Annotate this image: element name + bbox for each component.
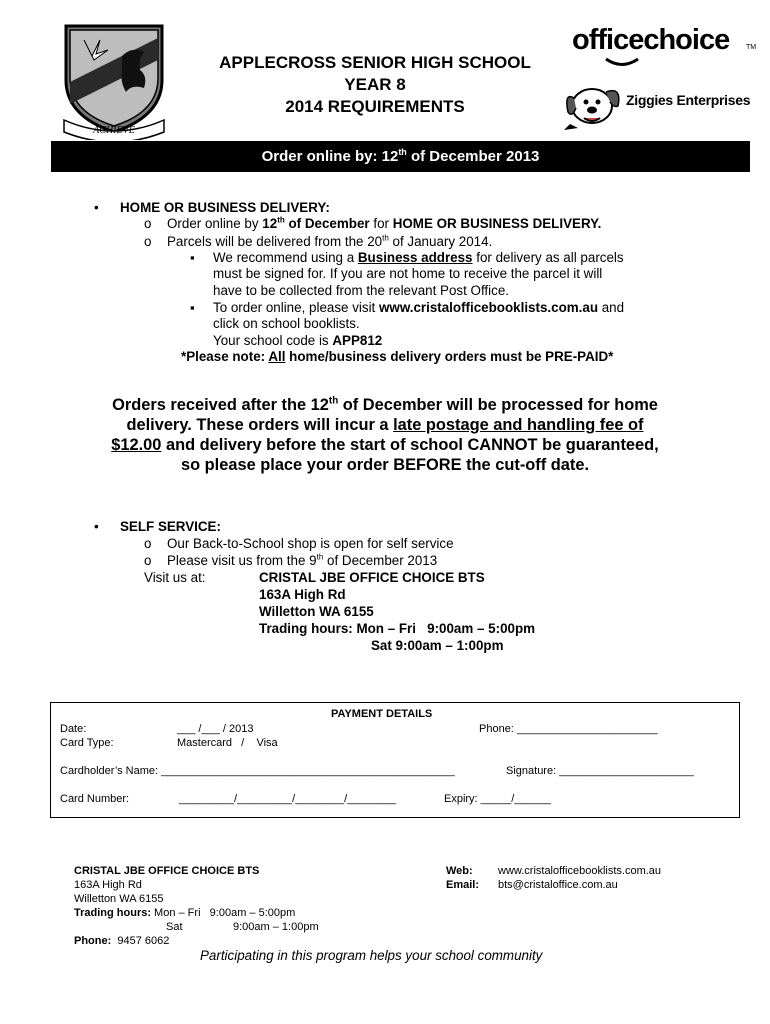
square-bullet-icon: ▪ xyxy=(190,300,195,315)
self-service-item-2: Please visit us from the 9th of December 2013 xyxy=(167,552,438,568)
officechoice-logo: officechoice xyxy=(572,24,730,56)
home-delivery-item-1: Order online by 12th of December for HOME OR BUSINESS DELIVERY. xyxy=(167,215,602,231)
school-name: APPLECROSS SENIOR HIGH SCHOOL xyxy=(219,53,531,72)
store-hours-weekday: Trading hours: Mon – Fri 9:00am – 5:00pm xyxy=(259,621,536,636)
footer-hours-sat-day: Sat xyxy=(166,921,183,933)
recommendation-line-3: have to be collected from the relevant Post Office. xyxy=(213,283,509,298)
footer-email-label: Email: xyxy=(446,879,480,891)
business-address-recommendation: We recommend using a Business address for delivery as all parcels xyxy=(213,250,624,265)
payment-details-title: PAYMENT DETAILS xyxy=(331,708,433,720)
late-order-warning-line-3: $12.00 and delivery before the start of school CANNOT be guaranteed, xyxy=(111,436,659,454)
crest-motto: ACHIEVE xyxy=(93,125,135,136)
circle-bullet-icon: o xyxy=(144,234,152,249)
card-number-label: Card Number: xyxy=(60,793,130,805)
footer-address-1: 163A High Rd xyxy=(74,879,142,891)
date-field[interactable]: ___ /___ / 2013 xyxy=(177,723,254,735)
self-service-heading: SELF SERVICE: xyxy=(120,519,221,534)
store-address-1: 163A High Rd xyxy=(259,587,346,602)
footer-hours-sat-time: 9:00am – 1:00pm xyxy=(233,921,319,933)
visit-label: Visit us at: xyxy=(144,570,206,585)
order-online-instruction: To order online, please visit www.cristalofficebooklists.com.au and xyxy=(213,300,625,315)
late-order-warning-line-4: so please place your order BEFORE the cut-off date. xyxy=(180,456,590,474)
footer-address-2: Willetton WA 6155 xyxy=(74,893,164,905)
phone-field[interactable]: Phone: _______________________ xyxy=(479,723,658,735)
card-type-label: Card Type: xyxy=(60,737,114,749)
home-delivery-heading: HOME OR BUSINESS DELIVERY: xyxy=(120,200,330,215)
circle-bullet-icon: o xyxy=(144,216,152,231)
card-number-field[interactable]: _________/_________/________/________ xyxy=(179,793,397,805)
bullet-icon: • xyxy=(94,200,99,215)
order-deadline-banner: Order online by: 12th of December 2013 xyxy=(51,141,750,172)
footer-hours-weekday: Trading hours: Mon – Fri 9:00am – 5:00pm xyxy=(74,907,296,919)
recommendation-line-2: must be signed for. If you are not home to receive the parcel it will xyxy=(213,266,603,281)
trademark-mark: TM xyxy=(746,44,757,51)
prepaid-note: *Please note: All home/business delivery orders must be PRE-PAID* xyxy=(181,349,614,364)
ziggies-enterprises-logo: Ziggies Enterprises xyxy=(626,92,751,108)
self-service-item-1: Our Back-to-School shop is open for self service xyxy=(167,536,454,551)
store-address-2: Willetton WA 6155 xyxy=(259,604,374,619)
date-label: Date: xyxy=(60,723,87,735)
square-bullet-icon: ▪ xyxy=(190,250,195,265)
home-delivery-item-2: Parcels will be delivered from the 20th of January 2014. xyxy=(167,233,493,249)
footer-web-link[interactable]: www.cristalofficebooklists.com.au xyxy=(498,865,662,877)
dog-mascot-icon xyxy=(562,78,624,132)
footer-tagline: Participating in this program helps your school community xyxy=(200,948,543,963)
footer-phone: Phone: 9457 6062 xyxy=(74,935,170,947)
footer-email-link[interactable]: bts@cristaloffice.com.au xyxy=(498,879,618,891)
card-type-options[interactable]: Mastercard / Visa xyxy=(177,737,278,749)
footer-web-label: Web: xyxy=(446,865,473,877)
circle-bullet-icon: o xyxy=(144,553,152,568)
late-order-warning-line-1: Orders received after the 12th of December will be processed for home xyxy=(112,395,658,414)
cardholder-name-field[interactable]: Cardholder’s Name: ________________________________________________ xyxy=(60,765,455,777)
school-code-line: Your school code is APP812 xyxy=(213,333,383,348)
store-hours-saturday: Sat 9:00am – 1:00pm xyxy=(371,638,504,653)
expiry-field[interactable]: Expiry: _____/______ xyxy=(444,793,552,805)
order-online-line-2: click on school booklists. xyxy=(213,316,360,331)
bullet-icon: • xyxy=(94,519,99,534)
school-code: APP812 xyxy=(332,333,383,348)
signature-field[interactable]: Signature: ______________________ xyxy=(506,765,694,777)
smile-icon xyxy=(602,56,642,70)
store-name: CRISTAL JBE OFFICE CHOICE BTS xyxy=(259,570,485,585)
requirements-heading: 2014 REQUIREMENTS xyxy=(285,97,465,116)
circle-bullet-icon: o xyxy=(144,536,152,551)
payment-details-form xyxy=(50,702,740,818)
year-heading: YEAR 8 xyxy=(344,75,406,94)
booklists-url: www.cristalofficebooklists.com.au xyxy=(378,300,599,315)
footer-store-name: CRISTAL JBE OFFICE CHOICE BTS xyxy=(74,865,260,877)
late-order-warning-line-2: delivery. These orders will incur a late postage and handling fee of xyxy=(126,416,644,434)
